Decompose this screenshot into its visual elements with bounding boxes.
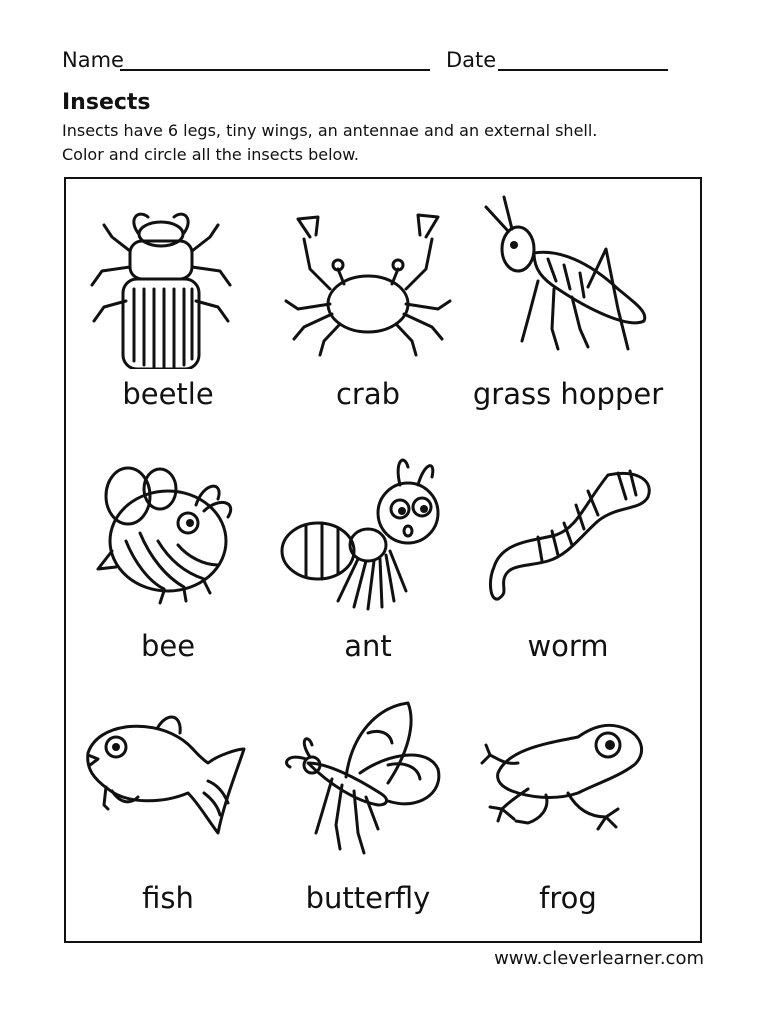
page-title: Insects [62,90,151,115]
item-label-beetle: beetle [122,377,214,411]
name-label: Name [62,48,124,72]
item-frog[interactable] [468,693,668,933]
worm-icon [468,441,668,621]
item-label-crab: crab [335,377,401,411]
item-grasshopper[interactable] [468,189,668,429]
crab-icon [268,189,468,369]
date-field[interactable] [498,69,668,71]
fish-icon [68,693,268,873]
item-crab[interactable] [268,189,468,429]
beetle-icon [68,189,268,369]
frog-icon [468,693,668,873]
instruction-line-1: Insects have 6 legs, tiny wings, an antennae and an external shell. [62,121,598,140]
ant-icon [268,441,468,621]
item-label-ant: ant [344,629,392,663]
item-label-fish: fish [142,881,194,915]
instruction-line-2: Color and circle all the insects below. [62,145,360,164]
item-ant[interactable] [268,441,468,681]
item-worm[interactable] [468,441,668,681]
item-label-butterfly: butterfly [305,881,431,915]
butterfly-icon [268,693,468,873]
item-beetle[interactable] [68,189,268,429]
website-url: www.cleverlearner.com [494,948,704,969]
item-fish[interactable] [68,693,268,933]
item-label-worm: worm [527,629,609,663]
item-label-grasshopper: grass hopper [472,377,664,411]
date-label: Date [446,48,497,72]
item-label-frog: frog [539,881,597,915]
item-butterfly[interactable] [268,693,468,933]
name-field[interactable] [120,69,430,71]
grasshopper-icon [468,189,668,369]
bee-icon [68,441,268,621]
worksheet-frame [64,177,702,943]
item-bee[interactable] [68,441,268,681]
item-label-bee: bee [140,629,196,663]
